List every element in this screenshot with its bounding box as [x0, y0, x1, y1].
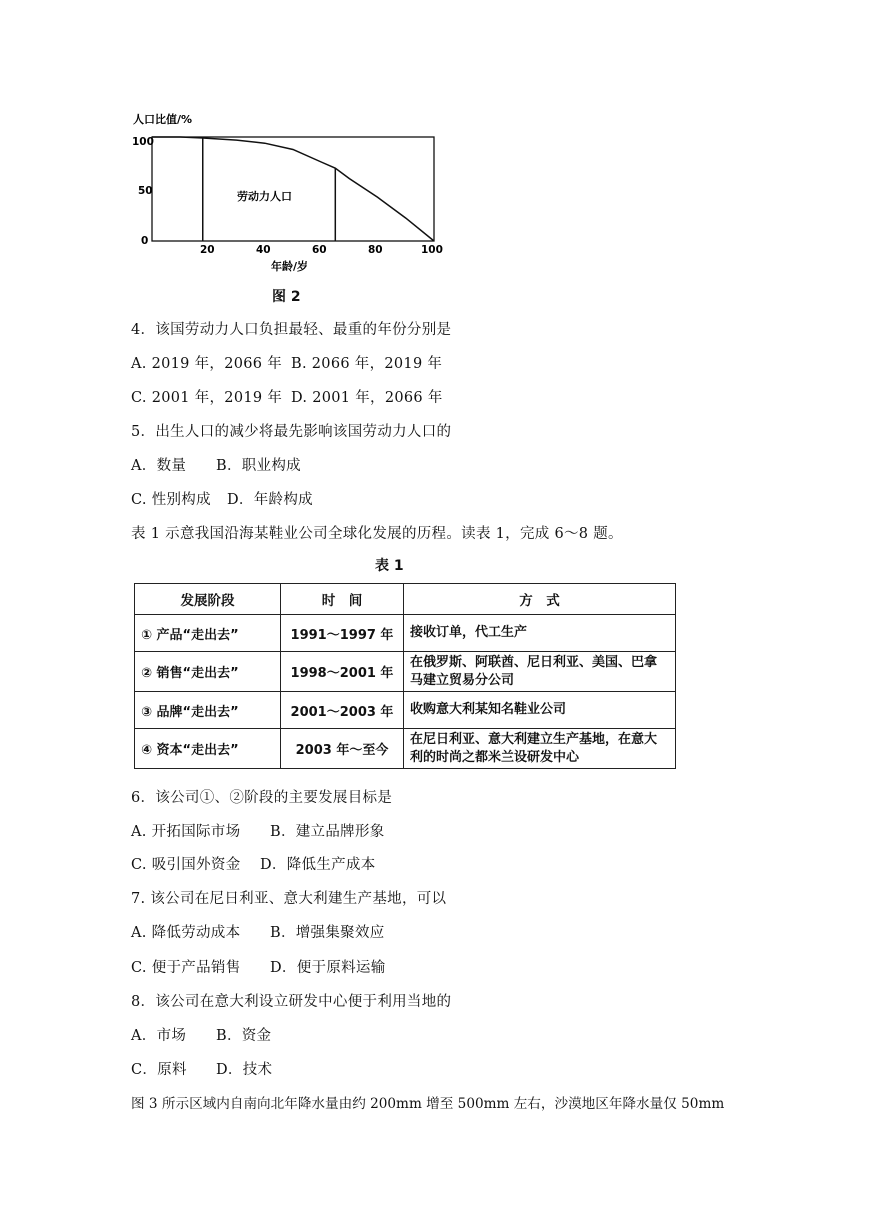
q5-option-a: A．数量 [131, 458, 187, 474]
figure-2-caption: 图 2 [272, 289, 301, 305]
x-axis-label: 年龄/岁 [271, 260, 309, 273]
cell-mode: 在尼日利亚、意大利建立生产基地，在意大利的时尚之都米兰设研发中心 [404, 729, 676, 769]
cell-stage: ④ 资本“走出去” [135, 729, 281, 769]
q4-option-c: C. 2001 年，2019 年 [131, 390, 283, 406]
survival-curve [152, 137, 434, 241]
question-4-stem: 4．该国劳动力人口负担最轻、最重的年份分别是 [131, 322, 452, 338]
x-tick-40: 40 [256, 244, 271, 256]
q7-option-b: B．增强集聚效应 [270, 925, 385, 941]
table-1-title: 表 1 [375, 558, 404, 574]
q6-option-d: D．降低生产成本 [260, 857, 376, 873]
q8-option-d: D．技术 [216, 1062, 273, 1078]
table-1 [134, 583, 676, 769]
figure-2-chart [125, 110, 455, 280]
figure-3-intro: 图 3 所示区域内自南向北年降水量由约 200mm 增至 500mm 左右，沙漠地区年降水量仅 50mm [131, 1096, 725, 1112]
q6-option-b: B．建立品牌形象 [270, 824, 385, 840]
population-ratio-chart [125, 110, 455, 280]
cell-stage: ② 销售“走出去” [135, 652, 281, 692]
q5-option-d: D．年龄构成 [227, 492, 313, 508]
table-row [135, 615, 676, 652]
x-tick-20: 20 [200, 244, 215, 256]
cell-time: 2001～2003 年 [281, 692, 404, 729]
question-5-stem: 5．出生人口的减少将最先影响该国劳动力人口的 [131, 424, 452, 440]
cell-time: 2003 年～至今 [281, 729, 404, 769]
cell-stage: ① 产品“走出去” [135, 615, 281, 652]
x-tick-80: 80 [368, 244, 383, 256]
q8-option-b: B．资金 [216, 1028, 272, 1044]
y-tick-50: 50 [138, 185, 153, 197]
q5-option-c: C. 性别构成 [131, 492, 211, 508]
header-stage: 发展阶段 [135, 584, 281, 615]
q4-option-b: B. 2066 年，2019 年 [291, 356, 443, 372]
table-header-row [135, 584, 676, 615]
cell-mode: 接收订单，代工生产 [404, 615, 676, 652]
y-tick-100: 100 [132, 136, 154, 148]
question-6-stem: 6．该公司①、②阶段的主要发展目标是 [131, 790, 393, 806]
header-mode: 方 式 [404, 584, 676, 615]
cell-time: 1998～2001 年 [281, 652, 404, 692]
q6-option-c: C. 吸引国外资金 [131, 857, 241, 873]
question-7-stem: 7. 该公司在尼日利亚、意大利建生产基地，可以 [131, 891, 447, 907]
x-tick-60: 60 [312, 244, 327, 256]
q4-option-d: D. 2001 年，2066 年 [291, 390, 443, 406]
cell-mode: 在俄罗斯、阿联酋、尼日利亚、美国、巴拿马建立贸易分公司 [404, 652, 676, 692]
header-time: 时 间 [281, 584, 404, 615]
q5-option-b: B．职业构成 [216, 458, 301, 474]
q7-option-d: D．便于原料运输 [270, 960, 386, 976]
q6-option-a: A. 开拓国际市场 [131, 824, 241, 840]
labor-force-label: 劳动力人口 [237, 190, 292, 203]
x-tick-100: 100 [421, 244, 443, 256]
table-row [135, 692, 676, 729]
plot-frame [152, 137, 434, 241]
q8-option-a: A．市场 [131, 1028, 187, 1044]
table-row [135, 652, 676, 692]
q7-option-a: A. 降低劳动成本 [131, 925, 241, 941]
y-tick-0: 0 [141, 235, 149, 247]
y-axis-label: 人口比值/% [133, 113, 193, 126]
cell-stage: ③ 品牌“走出去” [135, 692, 281, 729]
q7-option-c: C. 便于产品销售 [131, 960, 241, 976]
q4-option-a: A. 2019 年，2066 年 [131, 356, 283, 372]
q8-option-c: C．原料 [131, 1062, 187, 1078]
table-1-intro: 表 1 示意我国沿海某鞋业公司全球化发展的历程。读表 1，完成 6～8 题。 [131, 526, 623, 542]
cell-mode: 收购意大利某知名鞋业公司 [404, 692, 676, 729]
table-row [135, 729, 676, 769]
question-8-stem: 8．该公司在意大利设立研发中心便于利用当地的 [131, 994, 452, 1010]
cell-time: 1991～1997 年 [281, 615, 404, 652]
